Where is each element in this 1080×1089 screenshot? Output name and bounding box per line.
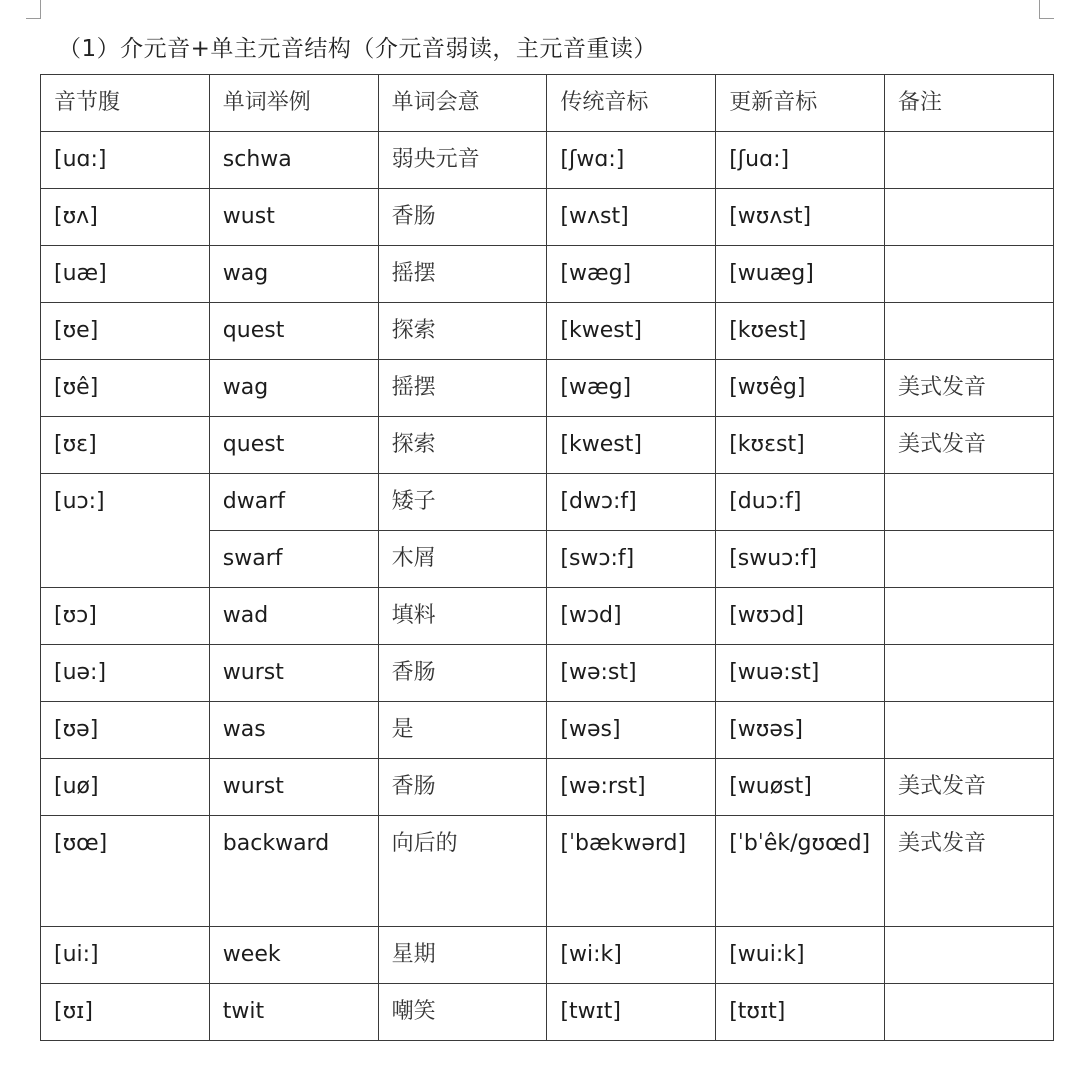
cell-word: wust <box>209 189 378 246</box>
cell-traditional: [twɪt] <box>547 984 716 1041</box>
cell-note <box>884 645 1053 702</box>
cell-note <box>884 132 1053 189</box>
cell-word: twit <box>209 984 378 1041</box>
header-nucleus: 音节腹 <box>41 75 210 132</box>
cell-updated: [wʊəs] <box>716 702 885 759</box>
cell-note <box>884 927 1053 984</box>
cell-updated: [wʊʌst] <box>716 189 885 246</box>
table-row <box>41 303 1054 360</box>
table-row <box>41 189 1054 246</box>
cell-updated: [wʊêg] <box>716 360 885 417</box>
cell-updated: [kʊest] <box>716 303 885 360</box>
cell-note: 美式发音 <box>884 360 1053 417</box>
cell-note: 美式发音 <box>884 417 1053 474</box>
phonetic-table <box>40 74 1054 1041</box>
cell-traditional: [wəs] <box>547 702 716 759</box>
cell-updated: [wuøst] <box>716 759 885 816</box>
header-note: 备注 <box>884 75 1053 132</box>
table-row <box>41 360 1054 417</box>
cell-note <box>884 303 1053 360</box>
cell-updated: [wuæg] <box>716 246 885 303</box>
table-row <box>41 702 1054 759</box>
table-row <box>41 132 1054 189</box>
cell-nucleus: [ui:] <box>41 927 210 984</box>
cell-meaning: 木屑 <box>378 531 547 588</box>
table-row <box>41 984 1054 1041</box>
table-row <box>41 645 1054 702</box>
cell-meaning: 矮子 <box>378 474 547 531</box>
cell-updated: [wʊɔd] <box>716 588 885 645</box>
cell-updated: [tʊɪt] <box>716 984 885 1041</box>
table-header-row <box>41 75 1054 132</box>
cell-updated: [wuə:st] <box>716 645 885 702</box>
cell-meaning: 探索 <box>378 417 547 474</box>
cell-word: wad <box>209 588 378 645</box>
cell-meaning: 星期 <box>378 927 547 984</box>
page-corner-mark-left <box>26 0 41 19</box>
cell-word: wurst <box>209 759 378 816</box>
cell-nucleus: [ʊɛ] <box>41 417 210 474</box>
cell-traditional: [ʃwɑ:] <box>547 132 716 189</box>
cell-updated: [swuɔ:f] <box>716 531 885 588</box>
cell-traditional: [wə:rst] <box>547 759 716 816</box>
cell-meaning: 摇摆 <box>378 246 547 303</box>
table-row <box>41 816 1054 927</box>
cell-note <box>884 531 1053 588</box>
page-corner-mark-right <box>1039 0 1054 19</box>
cell-meaning: 弱央元音 <box>378 132 547 189</box>
cell-nucleus: [ʊœ] <box>41 816 210 927</box>
cell-nucleus: [ʊɔ] <box>41 588 210 645</box>
header-word-example: 单词举例 <box>209 75 378 132</box>
cell-note <box>884 984 1053 1041</box>
table-row <box>41 759 1054 816</box>
header-word-meaning: 单词会意 <box>378 75 547 132</box>
cell-nucleus: [ʊʌ] <box>41 189 210 246</box>
cell-word: week <box>209 927 378 984</box>
cell-nucleus: [uɑ:] <box>41 132 210 189</box>
table-row <box>41 927 1054 984</box>
cell-nucleus: [uə:] <box>41 645 210 702</box>
cell-meaning: 向后的 <box>378 816 547 927</box>
cell-note <box>884 474 1053 531</box>
cell-traditional: [kwest] <box>547 417 716 474</box>
cell-meaning: 填料 <box>378 588 547 645</box>
cell-updated: [ʃuɑ:] <box>716 132 885 189</box>
cell-word: wurst <box>209 645 378 702</box>
table-row <box>41 474 1054 531</box>
cell-meaning: 嘲笑 <box>378 984 547 1041</box>
section-title: （1）介元音+单主元音结构（介元音弱读，主元音重读） <box>58 36 657 62</box>
cell-note <box>884 246 1053 303</box>
header-traditional-phonetic: 传统音标 <box>547 75 716 132</box>
table-row <box>41 246 1054 303</box>
cell-nucleus: [ʊə] <box>41 702 210 759</box>
cell-word: backward <box>209 816 378 927</box>
cell-word: quest <box>209 417 378 474</box>
cell-word: schwa <box>209 132 378 189</box>
cell-note <box>884 588 1053 645</box>
table-row <box>41 588 1054 645</box>
cell-nucleus: [ʊe] <box>41 303 210 360</box>
cell-word: swarf <box>209 531 378 588</box>
cell-updated: [ˈbˈêk/gʊœd] <box>716 816 885 927</box>
cell-nucleus-merged: [uɔ:] <box>41 474 210 588</box>
cell-note: 美式发音 <box>884 816 1053 927</box>
cell-meaning: 摇摆 <box>378 360 547 417</box>
cell-traditional: [swɔ:f] <box>547 531 716 588</box>
cell-traditional: [wə:st] <box>547 645 716 702</box>
cell-traditional: [wɔd] <box>547 588 716 645</box>
cell-meaning: 香肠 <box>378 759 547 816</box>
cell-word: wag <box>209 246 378 303</box>
cell-traditional: [kwest] <box>547 303 716 360</box>
cell-note <box>884 189 1053 246</box>
header-updated-phonetic: 更新音标 <box>716 75 885 132</box>
cell-updated: [kʊɛst] <box>716 417 885 474</box>
cell-meaning: 香肠 <box>378 189 547 246</box>
cell-note <box>884 702 1053 759</box>
cell-traditional: [wʌst] <box>547 189 716 246</box>
cell-traditional: [wæg] <box>547 246 716 303</box>
cell-traditional: [dwɔ:f] <box>547 474 716 531</box>
cell-nucleus: [ʊê] <box>41 360 210 417</box>
cell-meaning: 是 <box>378 702 547 759</box>
cell-word: dwarf <box>209 474 378 531</box>
cell-updated: [wui:k] <box>716 927 885 984</box>
cell-updated: [duɔ:f] <box>716 474 885 531</box>
cell-traditional: [ˈbækwərd] <box>547 816 716 927</box>
cell-word: quest <box>209 303 378 360</box>
cell-traditional: [wi:k] <box>547 927 716 984</box>
cell-meaning: 香肠 <box>378 645 547 702</box>
cell-nucleus: [uæ] <box>41 246 210 303</box>
cell-word: was <box>209 702 378 759</box>
cell-meaning: 探索 <box>378 303 547 360</box>
cell-nucleus: [uø] <box>41 759 210 816</box>
table-row <box>41 417 1054 474</box>
cell-nucleus: [ʊɪ] <box>41 984 210 1041</box>
cell-traditional: [wæg] <box>547 360 716 417</box>
cell-note: 美式发音 <box>884 759 1053 816</box>
cell-word: wag <box>209 360 378 417</box>
